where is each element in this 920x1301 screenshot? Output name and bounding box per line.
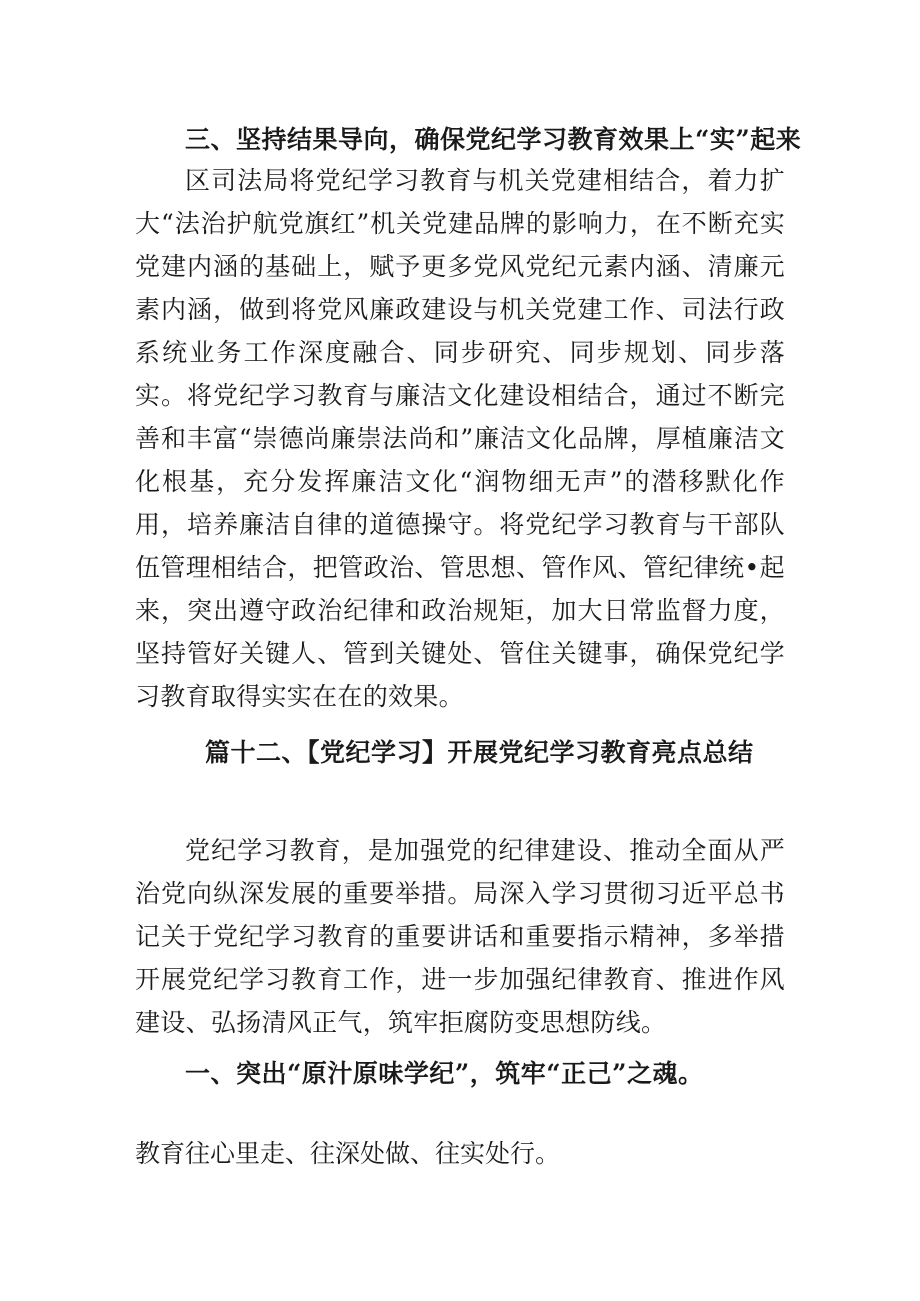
article-title: 篇十二、【党纪学习】开展党纪学习教育亮点总结	[205, 738, 754, 767]
section-heading: 三、坚持结果导向，确保党纪学习教育效果上“实”起来	[185, 125, 802, 154]
section-body-paragraph: 区司法局将党纪学习教育与机关党建相结合，着力扩大“法治护航党旗红”机关党建品牌的影响力，在不断充实党建内涵的基础上，赋予更多党风党纪元素内涵、清廉元素内涵，做到将党风廉政建设与机关党建工作、司法行政系统业务工作深度融合、同步研究、同步规划、同步落实。将党纪学习教育与廉洁文化建设相结合，通过不断完善和丰富“崇德尚廉崇法尚和”廉洁文化品牌，厚植廉洁文化根基，充分发挥廉洁文化“润物细无声”的潜移默化作用，培养廉洁自律的道德操守。将党纪学习教育与干部队伍管理相结合，把管政治、管思想、管作风、管纪律统•起来，突出遵守政治纪律和政治规矩，加大日常监督力度，坚持管好关键人、管到关键处、管住关键事，确保党纪学习教育取得实实在在的效果。	[135, 166, 785, 711]
point-one-heading: 一、突出“原汁原味学纪”，筑牢“正己”之魂。	[185, 1059, 704, 1088]
point-one-text: 教育往心里走、往深处做、往实处行。	[135, 1139, 561, 1168]
article-intro-paragraph: 党纪学习教育，是加强党的纪律建设、推动全面从严治党向纵深发展的重要举措。局深入学习贯彻习近平总书记关于党纪学习教育的重要讲话和重要指示精神，多举措开展党纪学习教育工作，进一步加强纪律教育、推进作风建设、弘扬清风正气，筑牢拒腐防变思想防线。	[135, 836, 785, 1037]
